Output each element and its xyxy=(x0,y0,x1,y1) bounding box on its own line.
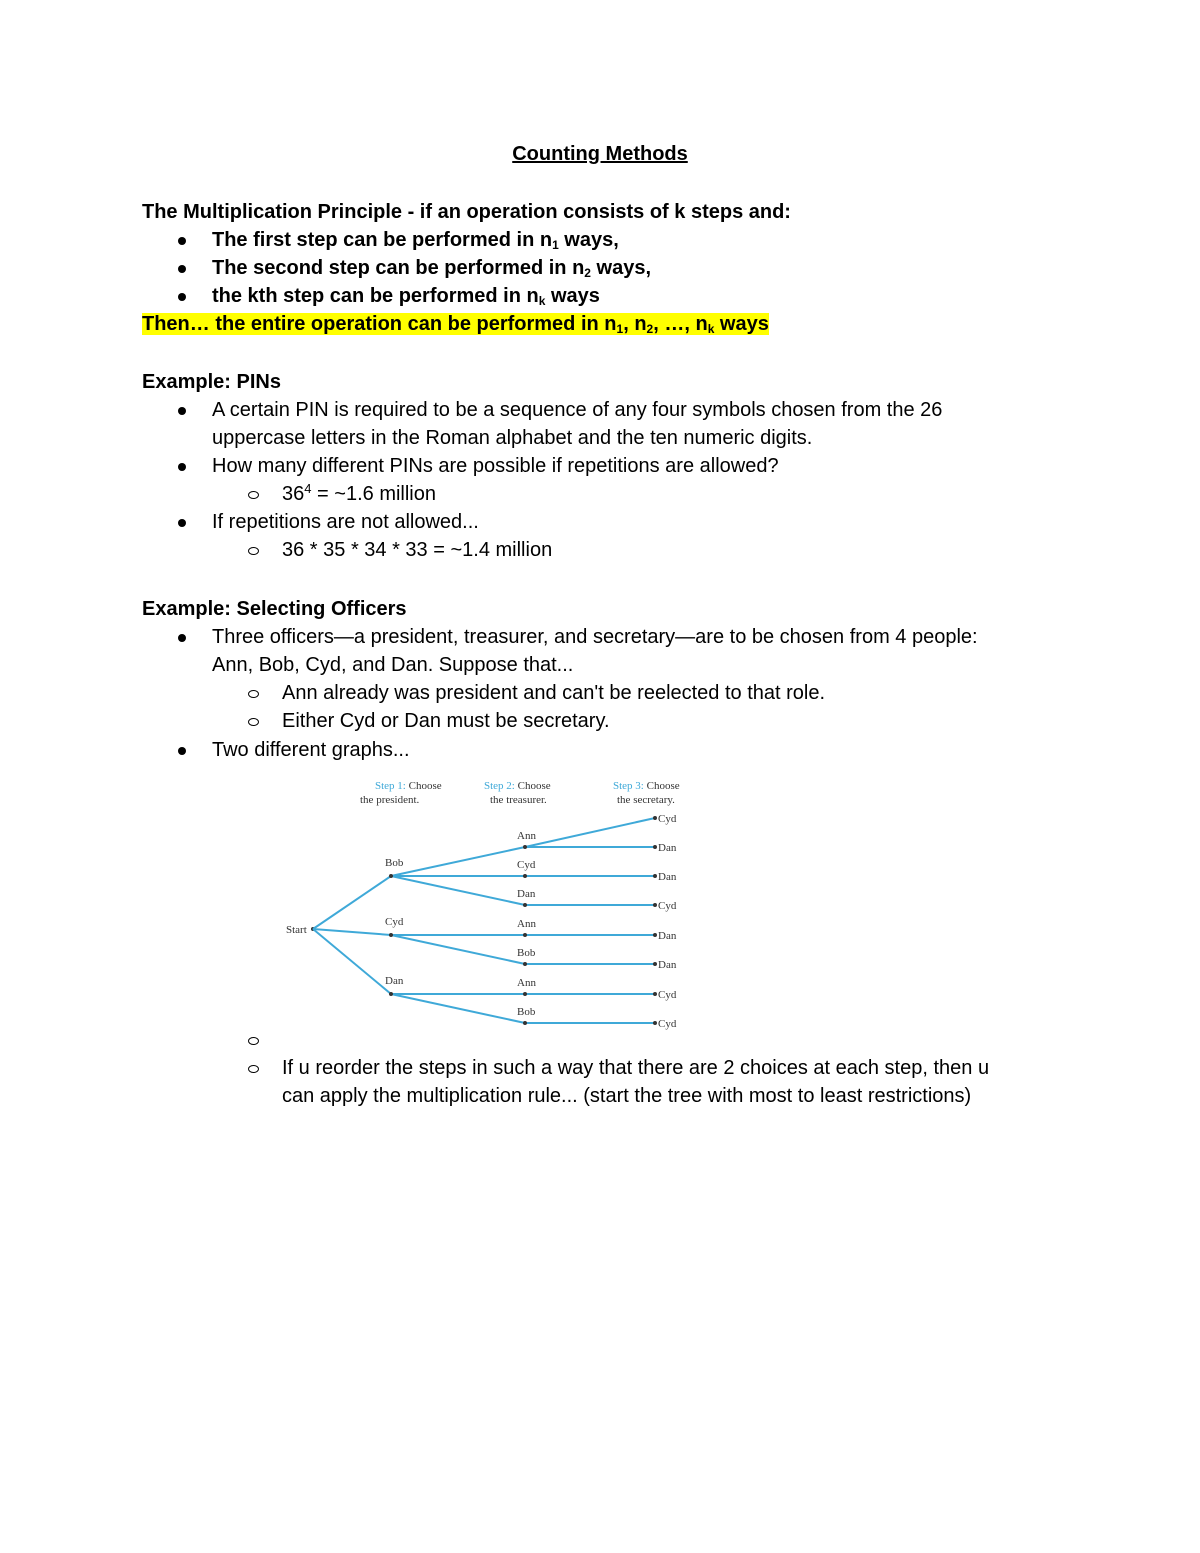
bullet-icon xyxy=(178,634,186,642)
tree-node-treasurer xyxy=(523,903,527,907)
tree-edge-treasurer xyxy=(391,935,525,964)
pins-bullet-1-line-2: uppercase letters in the Roman alphabet and the ten numeric digits. xyxy=(212,427,813,449)
tree-label-treasurer: Ann xyxy=(517,918,536,930)
step-2-header: Step 2: Choose xyxy=(484,780,551,792)
tree-label-treasurer: Cyd xyxy=(517,859,536,871)
tree-node-treasurer xyxy=(523,874,527,878)
tree-start-label: Start xyxy=(286,924,307,936)
tree-node-president xyxy=(389,874,393,878)
officers-heading: Example: Selecting Officers xyxy=(142,598,407,620)
step-1-header: Step 1: Choose xyxy=(375,780,442,792)
tree-label-treasurer: Ann xyxy=(517,830,536,842)
tree-label-treasurer: Dan xyxy=(517,888,536,900)
tree-node-secretary xyxy=(653,874,657,878)
bullet-icon xyxy=(178,237,186,245)
pins-heading: Example: PINs xyxy=(142,371,281,393)
tree-node-secretary xyxy=(653,962,657,966)
tree-node-treasurer xyxy=(523,962,527,966)
tree-node-treasurer xyxy=(523,933,527,937)
bullet-icon xyxy=(178,519,186,527)
tree-label-president: Dan xyxy=(385,975,404,987)
tree-node-treasurer xyxy=(523,845,527,849)
tree-node-secretary xyxy=(653,903,657,907)
pins-answer-1: $36^4$ = ~1.6 million xyxy=(282,481,436,505)
tree-node-secretary xyxy=(653,992,657,996)
officers-bullet-2: Two different graphs... xyxy=(212,739,410,761)
tree-edge-treasurer xyxy=(391,847,525,876)
sub-bullet-icon xyxy=(248,718,259,726)
pins-answer-2: 36 * 35 * 34 * 33 = ~1.4 million xyxy=(282,539,553,561)
bullet-icon xyxy=(178,265,186,273)
tree-label-secretary: Cyd xyxy=(658,900,677,912)
officers-note-line-1: If u reorder the steps in such a way that there are 2 choices at each step, then u xyxy=(282,1057,990,1079)
tree-label-secretary: Cyd xyxy=(658,989,677,1001)
sub-bullet-icon xyxy=(248,491,259,499)
officers-bullet-1-line-2: Ann, Bob, Cyd, and Dan. Suppose that... xyxy=(212,654,574,676)
tree-label-secretary: Dan xyxy=(658,930,677,942)
sub-bullet-icon xyxy=(248,1065,259,1073)
officers-note-line-2: can apply the multiplication rule... (start the tree with most to least restrictions) xyxy=(282,1085,972,1107)
tree-label-president: Cyd xyxy=(385,916,404,928)
tree-node-treasurer xyxy=(523,1021,527,1025)
officers-condition-1: Ann already was president and can't be reelected to that role. xyxy=(282,682,826,704)
sub-bullet-icon xyxy=(248,547,259,555)
tree-node-president xyxy=(389,933,393,937)
tree-edge-president xyxy=(313,929,391,935)
principle-step-k: the kth step can be performed in $n_k$ ways xyxy=(212,285,600,308)
bullet-icon xyxy=(178,407,186,415)
step-3-header: Step 3: Choose xyxy=(613,780,680,792)
tree-node-treasurer xyxy=(523,992,527,996)
tree-label-secretary: Cyd xyxy=(658,813,677,825)
officers-condition-2: Either Cyd or Dan must be secretary. xyxy=(282,710,610,732)
tree-label-secretary: Dan xyxy=(658,842,677,854)
bullet-icon xyxy=(178,293,186,301)
bullet-icon xyxy=(178,747,186,755)
step-1-subheader: the president. xyxy=(360,794,420,806)
tree-label-secretary: Dan xyxy=(658,959,677,971)
officers-bullet-1-line-1: Three officers—a president, treasurer, and secretary—are to be chosen from 4 people: xyxy=(212,626,978,648)
sub-bullet-icon xyxy=(248,1037,259,1045)
tree-node-secretary xyxy=(653,1021,657,1025)
tree-node-secretary xyxy=(653,845,657,849)
tree-node-secretary xyxy=(653,933,657,937)
pins-bullet-3: If repetitions are not allowed... xyxy=(212,511,479,533)
tree-node-president xyxy=(389,992,393,996)
step-3-subheader: the secretary. xyxy=(617,794,675,806)
pins-bullet-1-line-1: A certain PIN is required to be a sequence of any four symbols chosen from the 26 xyxy=(212,399,943,421)
step-2-subheader: the treasurer. xyxy=(490,794,547,806)
tree-label-treasurer: Bob xyxy=(517,1006,536,1018)
principle-heading: The Multiplication Principle - if an operation consists of k steps and: xyxy=(142,201,791,223)
tree-edge-treasurer xyxy=(391,994,525,1023)
sub-bullet-icon xyxy=(248,690,259,698)
officer-selection-tree-diagram xyxy=(280,772,700,1042)
principle-conclusion: Then… the entire operation can be performed in $n_1$, $n_2$, …, $n_k$ ways xyxy=(142,313,769,336)
tree-label-secretary: Cyd xyxy=(658,1018,677,1030)
pins-bullet-2: How many different PINs are possible if repetitions are allowed? xyxy=(212,455,779,477)
tree-label-treasurer: Bob xyxy=(517,947,536,959)
principle-step-1: The first step can be performed in $n_1$ ways, xyxy=(212,229,619,252)
tree-edge-president xyxy=(313,876,391,929)
tree-edge-secretary xyxy=(525,818,655,847)
tree-edge-treasurer xyxy=(391,876,525,905)
principle-step-2: The second step can be performed in $n_2$ ways, xyxy=(212,257,652,280)
tree-label-president: Bob xyxy=(385,857,404,869)
tree-node-secretary xyxy=(653,816,657,820)
tree-label-treasurer: Ann xyxy=(517,977,536,989)
tree-label-secretary: Dan xyxy=(658,871,677,883)
page-title: Counting Methods xyxy=(512,143,688,165)
bullet-icon xyxy=(178,463,186,471)
tree-edge-president xyxy=(313,929,391,994)
